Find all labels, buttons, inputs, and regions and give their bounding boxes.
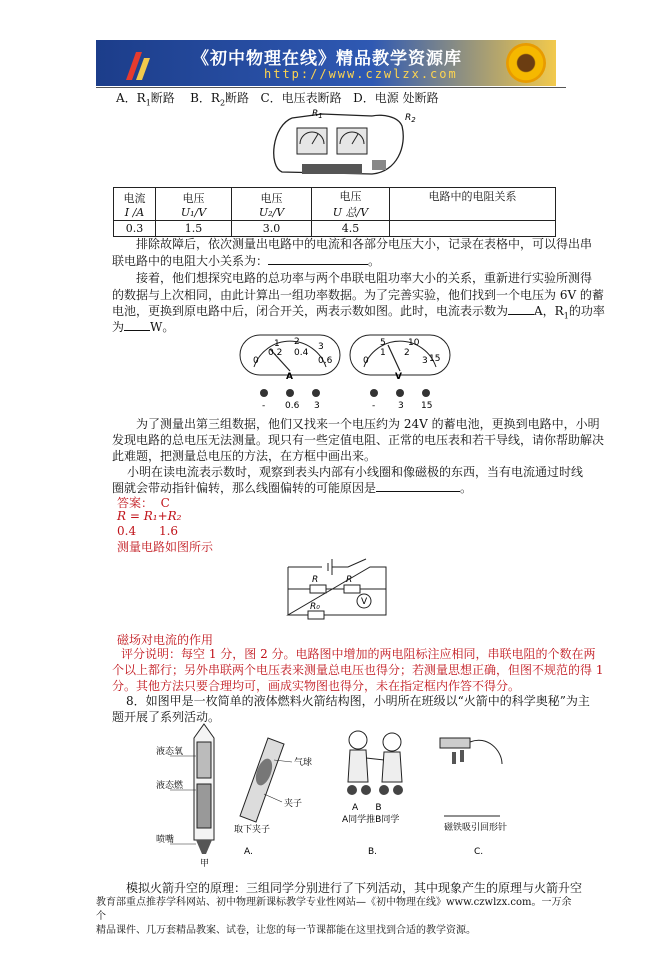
svg-text:液态燃: 液态燃: [156, 781, 184, 791]
balloon-figure: [234, 738, 312, 857]
svg-text:A: A: [286, 372, 293, 382]
svg-text:C.: C.: [474, 847, 484, 857]
banner-divider: [96, 87, 566, 88]
answer-circuit-diagram: [282, 555, 392, 625]
svg-text:3: 3: [318, 342, 324, 352]
svg-text:-: -: [262, 401, 266, 411]
para4-line1: 小明在读电流表示数时，观察到表头内部有小线圈和像磁极的东西，当有电流通过时线: [127, 465, 584, 479]
svg-text:15: 15: [429, 354, 441, 364]
answer-circuit-note: 测量电路如图所示: [117, 540, 214, 554]
para3-line3: 此难题，把测量总电压的方法，在方框中画出来。: [112, 449, 377, 463]
option-c: C．电压表断路: [260, 91, 342, 105]
svg-text:液态氧: 液态氧: [156, 747, 184, 757]
svg-text:A.: A.: [244, 847, 253, 857]
svg-text:0.4: 0.4: [294, 348, 309, 358]
rocket-figure: [156, 724, 214, 869]
svg-text:3: 3: [398, 401, 404, 411]
q8-line2: 题开展了系列活动。: [112, 710, 221, 724]
header-banner: [96, 40, 556, 86]
banner-title: 《初中物理在线》精品教学资源库: [192, 49, 462, 69]
svg-text:0.6: 0.6: [318, 356, 333, 366]
q8-line1: 8．如图甲是一枚简单的液体燃料火箭结构图，小明所在班级以“火箭中的科学奥秘”为主: [126, 694, 590, 708]
page-footer: [96, 896, 576, 938]
svg-text:5: 5: [380, 338, 386, 348]
svg-text:-: -: [372, 401, 376, 411]
svg-text:V: V: [395, 372, 402, 382]
table-header-cell: 电压 U 总/V: [312, 188, 390, 221]
para2-line3: 电池，更换到原电路中后，闭合开关，两表示数如图。此时，电流表示数为 A，$R_1$的功率: [112, 304, 605, 321]
svg-text:10: 10: [408, 338, 420, 348]
answer-blank[interactable]: [268, 253, 368, 265]
site-logo-icon: [122, 46, 152, 82]
table-header-cell: 电压 U₁/V: [156, 188, 232, 221]
answer-blank[interactable]: [124, 319, 150, 331]
svg-text:喷嘴: 喷嘴: [156, 835, 175, 845]
para1-line1: 排除故障后，依次测量出电路中的电流和各部分电压大小，记录在表格中，可以得出串: [136, 237, 593, 251]
q8-figure: [152, 720, 522, 870]
answer-reason: 磁场对电流的作用: [117, 633, 214, 647]
table-cell: 3.0: [232, 221, 312, 237]
svg-text:取下夹子: 取下夹子: [234, 825, 271, 835]
svg-text:夹子: 夹子: [284, 799, 303, 809]
table-header-cell: 电压 U₂/V: [232, 188, 312, 221]
push-figure: [342, 731, 403, 857]
svg-text:15: 15: [421, 401, 433, 411]
svg-text:甲: 甲: [200, 859, 210, 869]
answer-formula: R = R₁+R₂: [117, 509, 182, 523]
svg-text:磁铁吸引回形针: 磁铁吸引回形针: [444, 823, 508, 833]
svg-text:A B: A B: [352, 803, 382, 813]
svg-text:A同学推B同学: A同学推B同学: [342, 815, 400, 825]
para4-line2: 圈就会带动指针偏转，那么线圈偏转的可能原因是 。: [112, 481, 473, 495]
svg-text:2: 2: [404, 348, 410, 358]
options-line: A．$R_1$断路 B．$R_2$断路 C．电压表断路 D．电源 处断路: [116, 91, 439, 108]
meters-figure: [238, 333, 453, 411]
svg-text:0.6: 0.6: [285, 401, 300, 411]
table-header-cell: 电路中的电阻关系: [390, 188, 556, 221]
banner-url[interactable]: http://www.czwlzx.com: [264, 67, 458, 81]
answer-line: 答案： C: [117, 496, 170, 510]
table-header-cell: 电流 I /A: [114, 188, 156, 221]
grading-line3: 分。其他方法只要合理均可，画成实物图也得分，未在指定框内作答不得分。: [112, 679, 521, 693]
para1-line2: 联电路中的电阻大小关系为： 。: [112, 254, 381, 268]
footer-line1: 教育部重点推荐学科网站、初中物理新课标教学专业性网站—《初中物理在线》www.czwlzx.com。一万余个: [96, 897, 572, 922]
svg-text:0: 0: [363, 356, 369, 366]
table-cell: 1.5: [156, 221, 232, 237]
svg-text:0.2: 0.2: [268, 348, 283, 358]
para2-line1: 接着，他们想探究电路的总功率与两个串联电阻功率大小的关系，重新进行实验所测得: [136, 271, 593, 285]
q8-line3: 模拟火箭升空的原理：三组同学分别进行了下列活动，其中现象产生的原理与火箭升空: [126, 881, 583, 895]
para3-line2: 发现电路的总电压无法测量。现只有一些定值电阻、正常的电压表和若干导线，请你帮助解决: [112, 433, 605, 447]
para2-line4: 为 W。: [112, 320, 175, 334]
table-cell: 0.3: [114, 221, 156, 237]
ammeter: [240, 335, 340, 411]
table-cell: 4.5: [312, 221, 390, 237]
svg-text:气球: 气球: [294, 758, 313, 768]
sunflower-icon: [506, 43, 546, 83]
svg-text:V: V: [361, 597, 368, 607]
table-header-row: [114, 188, 556, 221]
svg-text:R1: $R_1$: [312, 109, 323, 120]
option-a: A．R: [116, 91, 146, 105]
svg-text:2: 2: [294, 337, 300, 347]
svg-text:3: 3: [422, 356, 428, 366]
magnet-figure: [440, 738, 507, 857]
answer-blank[interactable]: [376, 480, 460, 492]
svg-text:3: 3: [314, 401, 320, 411]
svg-text:1: 1: [380, 348, 386, 358]
svg-text:R: R: [346, 575, 353, 585]
svg-text:1: 1: [274, 339, 280, 349]
option-b: B．R: [190, 91, 220, 105]
answer-blank[interactable]: [508, 303, 534, 315]
para3-line1: 为了测量出第三组数据，他们又找来一个电压约为 24V 的蓄电池，更换到电路中，小明: [136, 417, 600, 431]
option-d: D．电源 处断路: [353, 91, 439, 105]
grading-line2: 个以上都行；另外串联两个电压表来测量总电压也得分；若测量思想正确，但图不规范的得 1: [112, 663, 604, 677]
footer-line2: 精品课件、几万套精品教案、试卷，让您的每一节课都能在这里找到合适的教学资源。: [96, 925, 476, 936]
svg-text:R₀: R₀: [310, 602, 320, 612]
grading-line1: 评分说明：每空 1 分，图 2 分。电路图中增加的两电阻标注应相同，串联电阻的个数在两: [121, 647, 596, 661]
circuit-photo: [262, 106, 416, 182]
answer-values: 0.4 1.6: [117, 524, 179, 538]
svg-text:0: 0: [253, 356, 259, 366]
svg-text:R: R: [312, 575, 319, 585]
voltmeter: [350, 335, 450, 411]
para2-line2: 的数据与上次相同，由此计算出一组功率数据。为了完善实验，他们找到一个电压为 6V 的蓄: [112, 288, 604, 302]
svg-text:B.: B.: [368, 847, 378, 857]
data-table: [113, 187, 556, 237]
svg-text:R2: $R_2$: [405, 113, 416, 124]
